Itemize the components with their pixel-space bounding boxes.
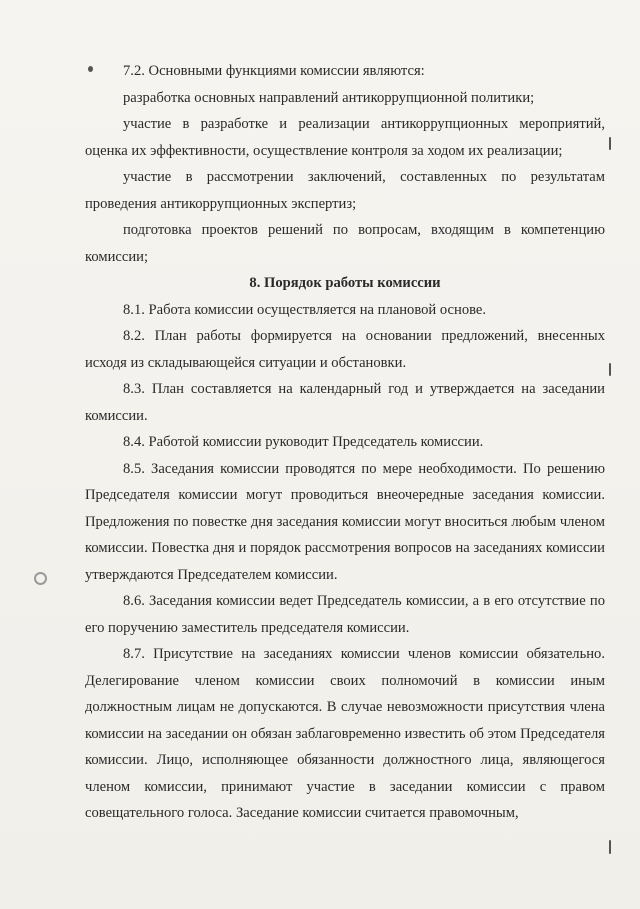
scan-artifact-right-1 <box>609 137 611 150</box>
paragraph-function-1: разработка основных направлений антикоррупционной политики; <box>123 89 535 106</box>
paragraph-8-5: 8.5. Заседания комиссии проводятся по мере необходимости. По решению Председателя комиссии могут проводиться внеочередные заседания комиссии. Предложения по повестке дня заседания комиссии могут вноситься любым членом комиссии. Повестка дня и порядок рассмотрения вопросов на заседаниях комиссии утверждаются Председателем комиссии. <box>85 460 605 583</box>
paragraph-7-2: 7.2. Основными функциями комиссии являются: <box>123 63 425 79</box>
document-body <box>85 58 605 827</box>
paragraph-8-6: 8.6. Заседания комиссии ведет Председатель комиссии, а в его отсутствие по его поручению заместитель председателя комиссии. <box>85 593 605 636</box>
paragraph-function-2: участие в разработке и реализации антикоррупционных мероприятий, оценка их эффективности, осуществление контроля за ходом их реализации; <box>85 116 605 159</box>
paragraph-function-3: участие в рассмотрении заключений, составленных по результатам проведения антикоррупционных экспертиз; <box>85 169 605 212</box>
punch-hole-mark <box>34 572 47 585</box>
paragraph-function-4: подготовка проектов решений по вопросам, входящим в компетенцию комиссии; <box>85 222 605 265</box>
section-heading-8: 8. Порядок работы комиссии <box>249 275 441 291</box>
scan-artifact-right-3 <box>609 840 611 854</box>
paragraph-8-3: 8.3. План составляется на календарный год и утверждается на заседании комиссии. <box>85 381 605 424</box>
paragraph-8-2: 8.2. План работы формируется на основании предложений, внесенных исходя из складывающейся ситуации и обстановки. <box>85 328 605 371</box>
paragraph-8-4: 8.4. Работой комиссии руководит Председатель комиссии. <box>123 434 484 450</box>
scan-artifact-right-2 <box>609 363 611 376</box>
paragraph-8-1: 8.1. Работа комиссии осуществляется на плановой основе. <box>123 301 487 318</box>
paragraph-8-7: 8.7. Присутствие на заседаниях комиссии членов комиссии обязательно. Делегирование членом комиссии своих полномочий в комиссии иным должностным лицам не допускаются. В случае невозможности присутствия члена комиссии на заседании он обязан заблаговременно известить об этом Председателя комиссии. Лицо, исполняющее обязанности должностного лица, являющегося членом комиссии, принимают участие в заседании комиссии с правом совещательного голоса. Заседание комиссии считается правомочным, <box>85 646 605 821</box>
